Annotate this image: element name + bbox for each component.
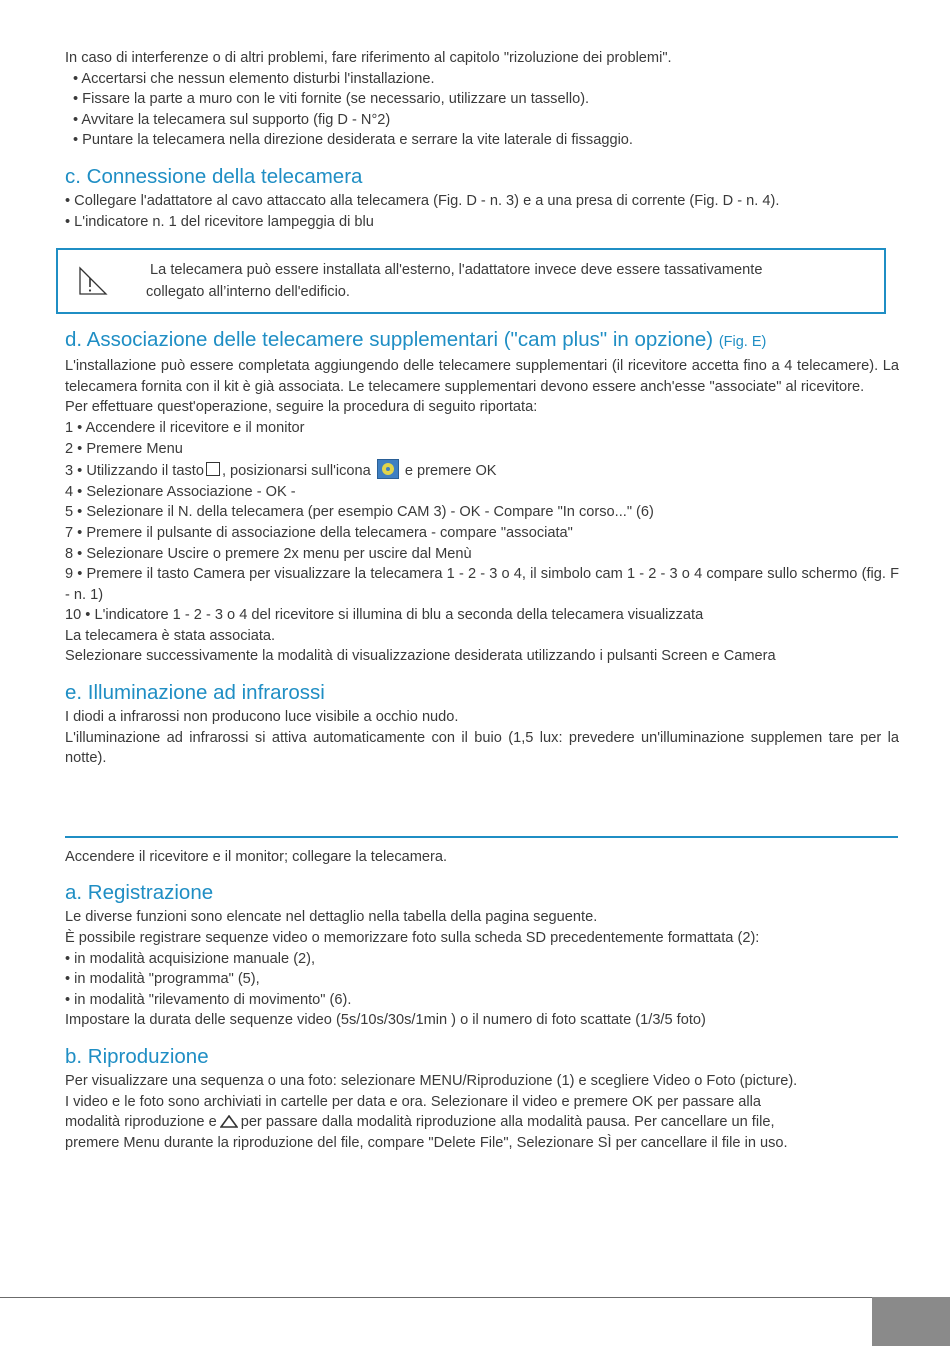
section-b-title: b. Riproduzione: [65, 1045, 209, 1068]
step-2: 2 • Premere Menu: [65, 440, 183, 457]
section-a-title: a. Registrazione: [65, 881, 214, 905]
intro-bullet: • Accertarsi che nessun elemento disturbi l'installazione.: [73, 70, 435, 87]
step-3: [65, 459, 899, 482]
warning-text: [146, 259, 844, 303]
section-d-next: Selezionare successivamente la modalità di visualizzazione desiderata utilizzando i pulsanti Screen e Camera: [65, 648, 776, 665]
document-body: [65, 48, 899, 1153]
settings-gear-icon: [377, 459, 399, 479]
section-b-line: [65, 1112, 899, 1133]
section-a-line: • in modalità "rilevamento di movimento" (6).: [65, 991, 352, 1008]
warning-box: [56, 248, 886, 314]
section-a-line: È possibile registrare sequenze video o memorizzare foto sulla scheda SD precedentemente formattata (2):: [65, 930, 760, 947]
step-9: 9 • Premere il tasto Camera per visualizzare la telecamera 1 - 2 - 3 o 4, il simbolo cam 1 - 2 - 3 o 4 compare sullo schermo (fig. F - n. 1): [65, 566, 899, 603]
footer-rule: [0, 1297, 872, 1298]
page-number-tab: [872, 1297, 950, 1346]
step-3-part-c: e premere OK: [404, 463, 497, 480]
section-d-paragraph: L'installazione può essere completata aggiungendo delle telecamere supplementari (il ricevitore accetta fino a 4 telecamere). La telecamera fornita con il kit è già associata. Le telecamere supplementari devono essere anch'esse "associate" al ricevitore.: [65, 358, 899, 395]
play-triangle-icon: [220, 1115, 238, 1128]
intro-bullet: • Avvitare la telecamera sul supporto (fig D - N°2): [73, 111, 391, 128]
section-a-line: • in modalità acquisizione manuale (2),: [65, 950, 316, 967]
section-e-line: I diodi a infrarossi non producono luce visibile a occhio nudo.: [65, 709, 459, 726]
intro-bullet: • Fissare la parte a muro con le viti fornite (se necessario, utilizzare un tassello).: [73, 91, 590, 108]
section-a-line: Impostare la durata delle sequenze video (5s/10s/30s/1min ) o il numero di foto scattate (1/3/5 foto): [65, 1012, 706, 1029]
intro-line: In caso di interferenze o di altri problemi, fare riferimento al capitolo "rizoluzione dei problemi".: [65, 50, 672, 66]
step-8: 8 • Selezionare Uscire o premere 2x menu per uscire dal Menù: [65, 545, 472, 562]
step-3-part-a: 3 • Utilizzando il tasto: [65, 463, 204, 480]
section-divider: [65, 836, 898, 838]
warning-triangle-icon: [76, 264, 110, 298]
section-b-line: I video e le foto sono archiviati in cartelle per data e ora. Selezionare il video e premere OK per passare alla: [65, 1093, 762, 1110]
section-c-line: • Collegare l'adattatore al cavo attaccato alla telecamera (Fig. D - n. 3) e a una presa di corrente (Fig. D - n. 4).: [65, 192, 780, 209]
step-3-part-b: , posizionarsi sull'icona: [221, 463, 371, 480]
step-4: 4 • Selezionare Associazione - OK -: [65, 483, 296, 500]
section-c-title: c. Connessione della telecamera: [65, 164, 363, 188]
section-b-line3-part-a: modalità riproduzione e: [65, 1114, 217, 1131]
section-d-fig-ref: (Fig. E): [718, 334, 767, 351]
step-5: 5 • Selezionare il N. della telecamera (per esempio CAM 3) - OK - Compare "In corso..." (6): [65, 504, 654, 521]
section-e-line: L'illuminazione ad infrarossi si attiva automaticamente con il buio (1,5 lux: prevedere un'illuminazione supplemen tare per la notte).: [65, 729, 899, 767]
section-e-title: e. Illuminazione ad infrarossi: [65, 681, 325, 705]
warning-line: La telecamera può essere installata all'esterno, l'adattatore invece deve essere tassativamente: [146, 262, 763, 278]
step-10: 10 • L'indicatore 1 - 2 - 3 o 4 del ricevitore si illumina di blu a seconda della telecamera visualizzata: [65, 607, 704, 624]
step-7: 7 • Premere il pulsante di associazione della telecamera - compare "associata": [65, 524, 573, 541]
section-d-intro: Per effettuare quest'operazione, seguire la procedura di seguito riportata:: [65, 399, 538, 416]
usage-intro: Accendere il ricevitore e il monitor; collegare la telecamera.: [65, 848, 448, 865]
section-a-line: • in modalità "programma" (5),: [65, 971, 260, 988]
section-b-line: premere Menu durante la riproduzione del file, compare "Delete File", Selezionare SÌ per cancellare il file in uso.: [65, 1134, 788, 1151]
warning-line: collegato all’interno dell'edificio.: [146, 284, 350, 300]
section-b-line: Per visualizzare una sequenza o una foto: selezionare MENU/Riproduzione (1) e scegliere Video o Foto (picture).: [65, 1073, 798, 1089]
intro-bullet: • Puntare la telecamera nella direzione desiderata e serrare la vite laterale di fissaggio.: [73, 132, 633, 149]
section-c-line: • L'indicatore n. 1 del ricevitore lampeggia di blu: [65, 213, 374, 230]
section-a-line: Le diverse funzioni sono elencate nel dettaglio nella tabella della pagina seguente.: [65, 909, 598, 926]
section-d-title-text: d. Associazione delle telecamere supplementari ("cam plus" in opzione): [65, 328, 714, 352]
section-b-line3-part-b: per passare dalla modalità riproduzione alla modalità pausa. Per cancellare un file,: [240, 1114, 775, 1131]
navigation-key-icon: [206, 462, 220, 476]
section-d-title: [65, 328, 899, 354]
section-d-done: La telecamera è stata associata.: [65, 627, 276, 644]
step-1: 1 • Accendere il ricevitore e il monitor: [65, 419, 305, 436]
